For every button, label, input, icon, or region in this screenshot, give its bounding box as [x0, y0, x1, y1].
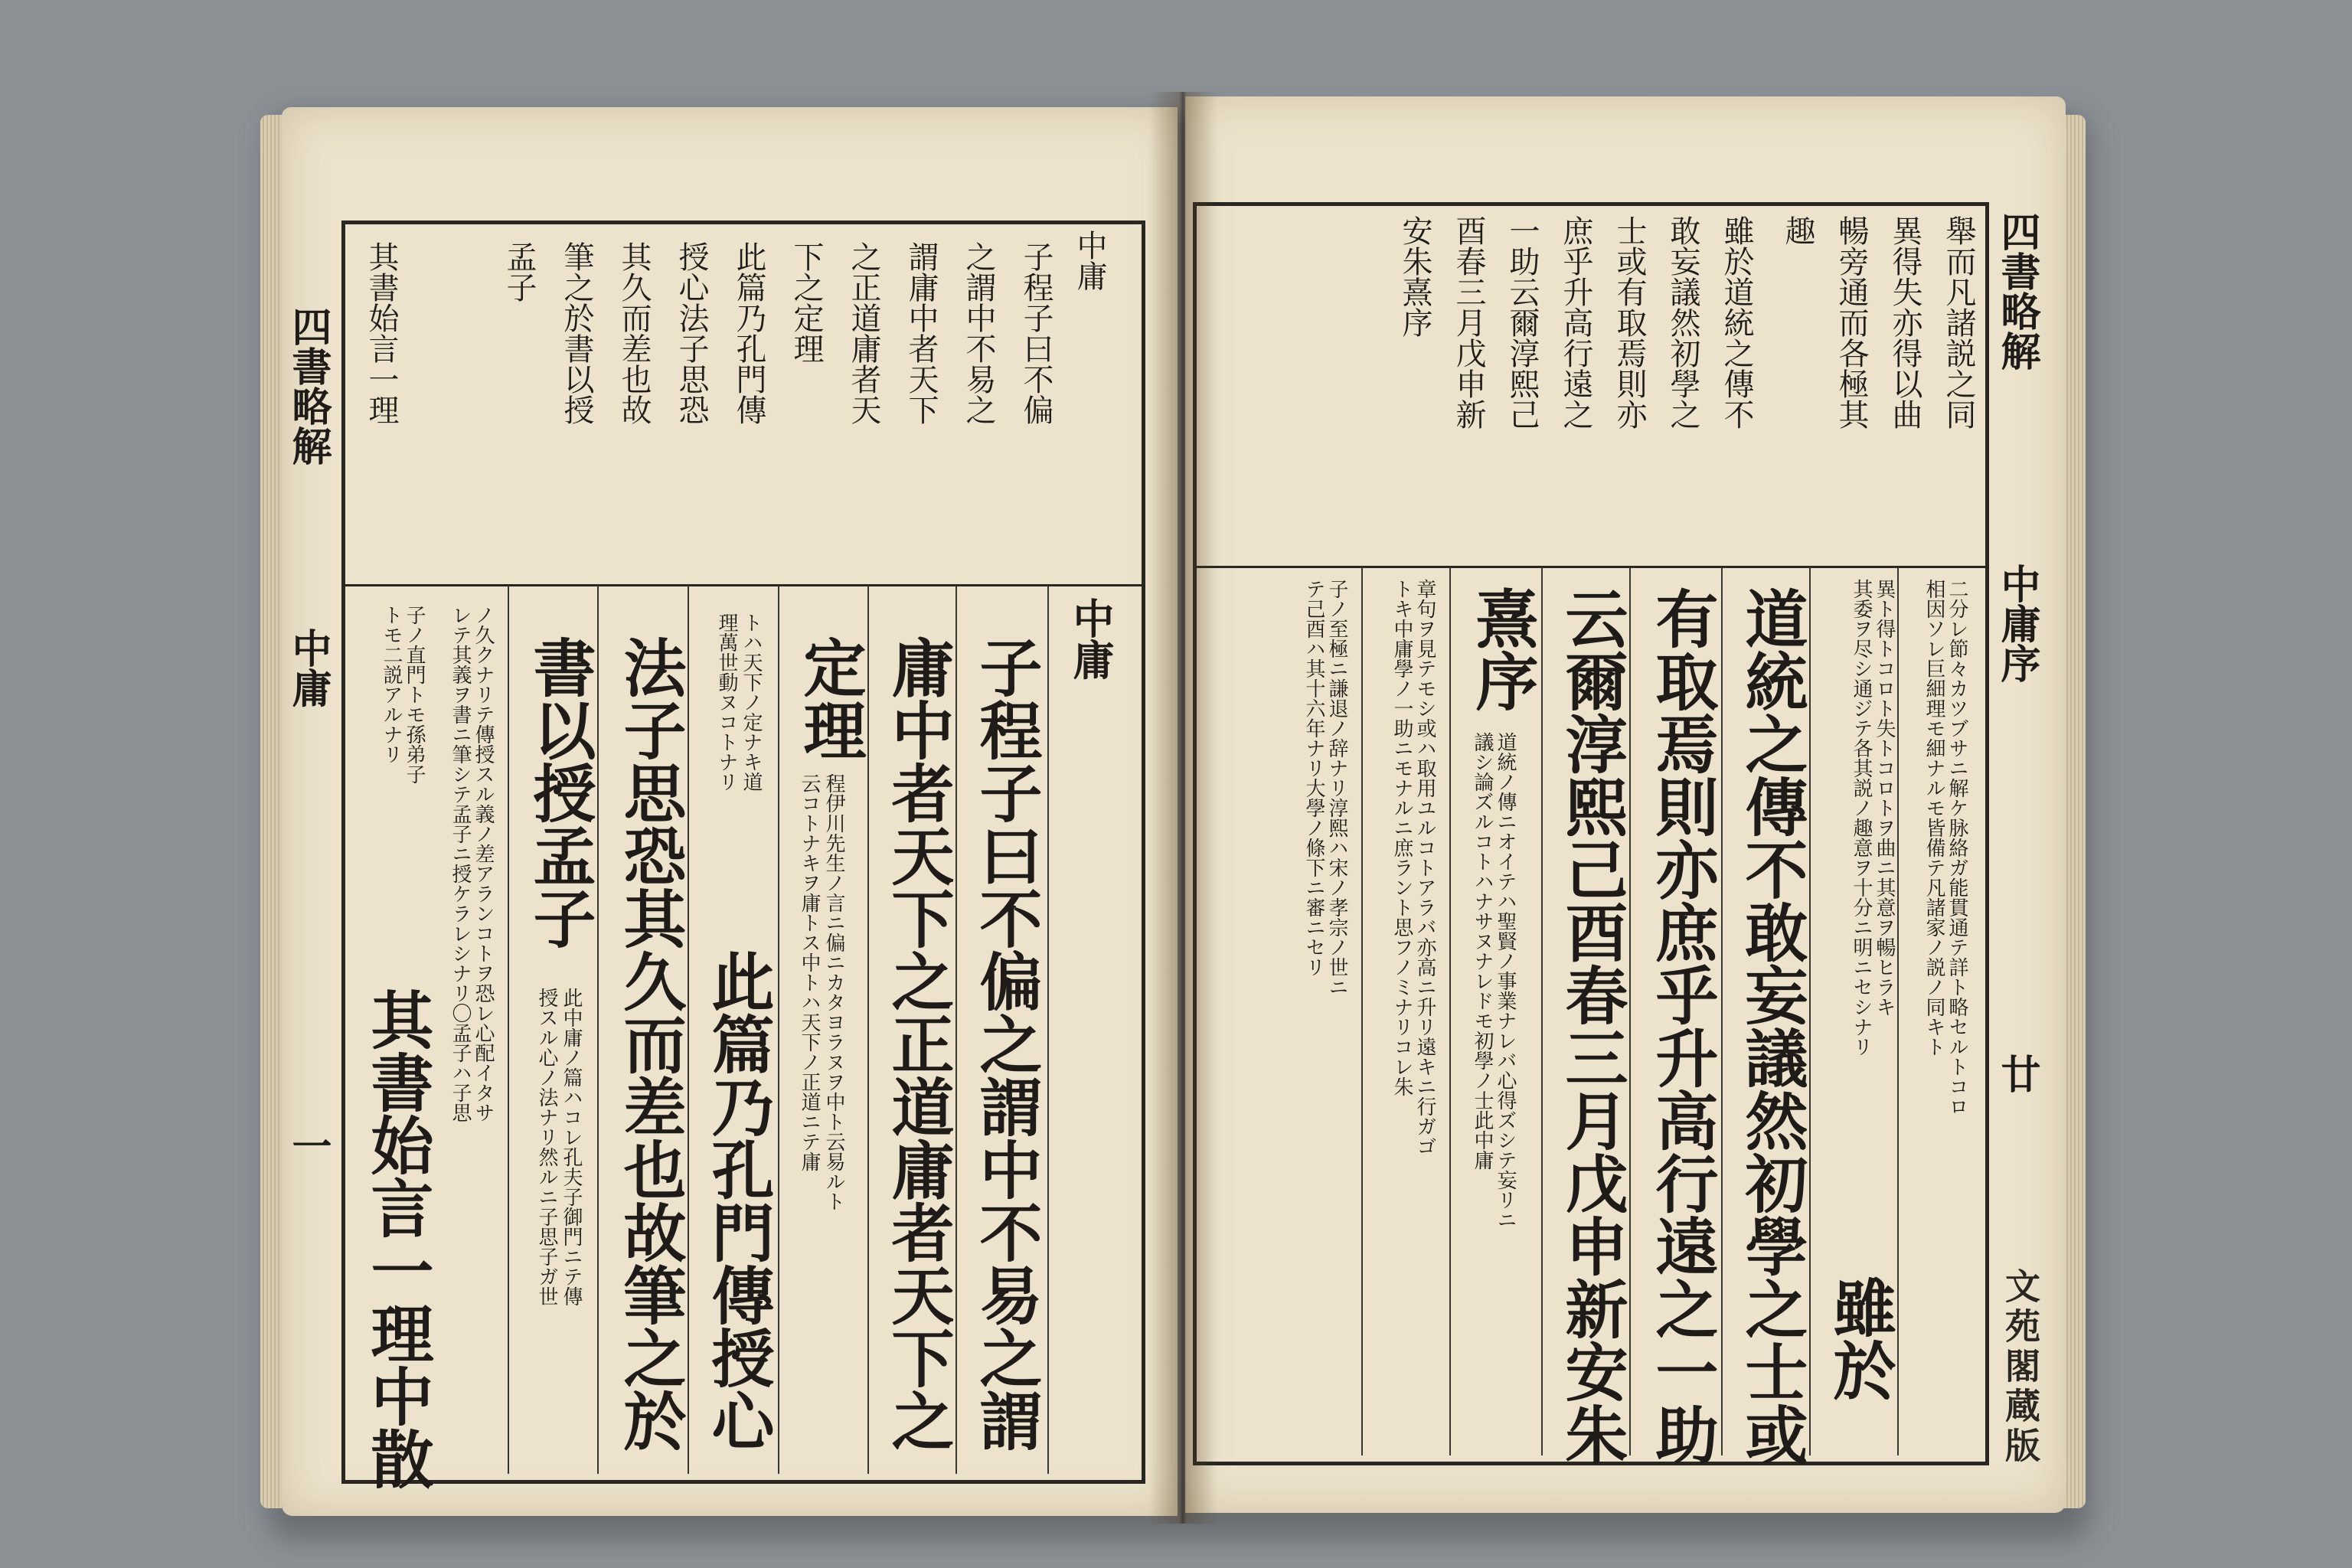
- right-margin-section: 中庸序: [1994, 564, 2040, 683]
- book-gutter: [1148, 92, 1217, 1524]
- right-note-col: テ己酉ハ其十六年ナリ大學ノ條下ニ審ニセリ: [1302, 579, 1325, 977]
- right-upper-col: 異得失亦得以曲: [1887, 215, 1922, 430]
- column-rule: [1809, 567, 1811, 1455]
- left-main-col: 定理: [793, 635, 867, 761]
- column-rule: [1897, 567, 1899, 1455]
- column-rule: [688, 586, 689, 1474]
- right-note-col: 子ノ至極ニ謙退ノ辞ナリ淳熙ハ宋ノ孝宗ノ世ニ: [1325, 579, 1348, 997]
- column-rule: [1629, 567, 1631, 1455]
- column-rule: [1721, 567, 1723, 1455]
- left-upper-col: 授心法子思恐: [674, 241, 709, 425]
- left-upper-col: 謂庸中者天下: [903, 241, 939, 425]
- right-margin-page: 廿: [1994, 1054, 2040, 1093]
- left-note-col: ノ久クナリテ傳授スル義ノ差アランコトヲ恐レ心配イタサ: [472, 605, 495, 1122]
- right-upper-col: 趣: [1780, 215, 1815, 246]
- left-upper-col: 此篇乃孔門傳: [731, 241, 766, 425]
- left-note-col: トハ天下ノ定ナキ道: [740, 612, 763, 792]
- left-note-col: トモ二説アルナリ: [380, 605, 403, 764]
- right-main-col: 雖於: [1823, 1276, 1896, 1401]
- left-page-edge: [260, 115, 282, 1508]
- right-main-col: 云爾淳熙己酉春三月戊申新安朱: [1555, 586, 1628, 1465]
- right-note-col: トキ中庸學ノ一助ニモナルニ庶ラント思フノミナリコレ朱: [1390, 579, 1413, 1096]
- left-note-col: 授スル心ノ法ナリ然ルニ子思子ガ世: [535, 988, 558, 1306]
- left-margin-section: 中庸: [285, 628, 332, 707]
- column-rule: [597, 586, 599, 1474]
- left-note-col: 此中庸ノ篇ハコレ孔夫子御門ニテ傳: [560, 988, 583, 1306]
- left-note-col: 子ノ直門トモ孫弟子: [403, 605, 426, 784]
- right-note-col: 章句ヲ見テモシ或ハ取用ユルコトアラバ亦高ニ升リ遠キニ行ガゴ: [1413, 579, 1436, 1156]
- column-rule: [508, 586, 509, 1474]
- left-upper-col: 筆之於書以授: [559, 241, 594, 425]
- left-upper-col: 其久而差也故: [616, 241, 652, 425]
- right-note-col: 議シ論ズルコトハナサヌナレドモ初學ノ士此中庸: [1471, 732, 1494, 1170]
- right-note-col: 二分レ節々カツブサニ解ケ脉絡ガ能貫通テ詳ト略セルトコロ: [1945, 579, 1968, 1116]
- right-margin-title: 四書略解: [1994, 211, 2040, 371]
- left-main-col: 書以授孟子: [523, 635, 596, 949]
- column-rule: [867, 586, 869, 1474]
- left-upper-heading: 中庸: [1072, 230, 1107, 291]
- right-upper-col: 安朱熹序: [1397, 215, 1432, 338]
- right-main-col: 有取焉則亦庶乎升高行遠之一助: [1645, 586, 1719, 1465]
- left-lower-heading: 中庸: [1067, 597, 1116, 680]
- left-margin-title: 四書略解: [285, 306, 332, 466]
- left-upper-col: 下之定理: [789, 241, 824, 364]
- right-page: [1185, 96, 2066, 1513]
- left-main-col: 此篇乃孔門傳授心: [701, 949, 775, 1452]
- right-upper-col: 一助云爾淳熙己: [1504, 215, 1540, 430]
- right-upper-col: 酉春三月戊申新: [1451, 215, 1486, 430]
- left-upper-col: 孟子: [501, 241, 537, 302]
- left-note-col: 云コトナキヲ庸トス中トハ天下ノ正道ニテ庸: [798, 773, 821, 1171]
- right-upper-col: 舉而凡諸説之同: [1941, 215, 1976, 430]
- column-rule: [956, 586, 957, 1474]
- right-main-col: 熹序: [1465, 586, 1539, 712]
- right-note-col: 相因ソレ巨細理モ細ナルモ皆備テ凡諸家ノ説ノ同キト: [1922, 579, 1945, 1057]
- column-rule: [778, 586, 779, 1474]
- column-rule: [1449, 567, 1451, 1455]
- left-upper-col: 之正道庸者天: [846, 241, 881, 425]
- left-main-col: 其書始言一理中散: [361, 988, 434, 1490]
- left-main-col: 法子思恐其久而差也故筆之於: [613, 635, 687, 1452]
- right-note-col: 異ト得トコロト失トコロトヲ曲ニ其意ヲ暢ヒラキ: [1873, 579, 1896, 1017]
- left-page: [282, 107, 1178, 1516]
- column-rule: [1541, 567, 1543, 1455]
- right-upper-col: 敢妄議然初學之: [1665, 215, 1700, 430]
- right-note-col: 其委ヲ尽シ通ジテ各其説ノ趣意ヲ十分ニ明ニセシナリ: [1850, 579, 1873, 1057]
- column-rule: [1361, 567, 1363, 1455]
- right-upper-col: 士或有取焉則亦: [1612, 215, 1647, 430]
- publisher-mark: 文苑閣蔵版: [2000, 1268, 2041, 1467]
- right-main-col: 道統之傳不敢妄議然初學之士或: [1735, 586, 1808, 1465]
- left-upper-col: 其書始言一理: [364, 241, 399, 425]
- left-main-col: 子程子曰不偏之謂中不易之謂: [969, 635, 1043, 1452]
- right-upper-col: 雖於道統之傳不: [1719, 215, 1754, 430]
- left-note-col: レテ其義ヲ書ニ筆シテ孟子ニ授ケラレシナリ〇孟子ハ子思: [449, 605, 472, 1122]
- right-upper-col: 庶乎升高行遠之: [1558, 215, 1593, 430]
- left-main-col: 庸中者天下之正道庸者天下之: [881, 635, 955, 1452]
- right-page-edge: [2064, 115, 2086, 1508]
- left-upper-col: 之謂中不易之: [961, 241, 996, 425]
- right-upper-col: 暢旁通而各極其: [1834, 215, 1869, 430]
- left-upper-col: 子程子曰不偏: [1018, 241, 1054, 425]
- left-note-col: 程伊川先生ノ言ニ偏ニカタヨラヌヲ中ト云易ルト: [822, 773, 845, 1211]
- left-note-col: 理萬世動ヌコトナリ: [715, 612, 738, 792]
- column-rule: [1047, 586, 1049, 1474]
- left-margin-page: 一: [285, 1125, 332, 1165]
- right-note-col: 道統ノ傳ニオイテハ聖賢ノ事業ナレバ心得ズシテ妄リニ: [1494, 732, 1517, 1230]
